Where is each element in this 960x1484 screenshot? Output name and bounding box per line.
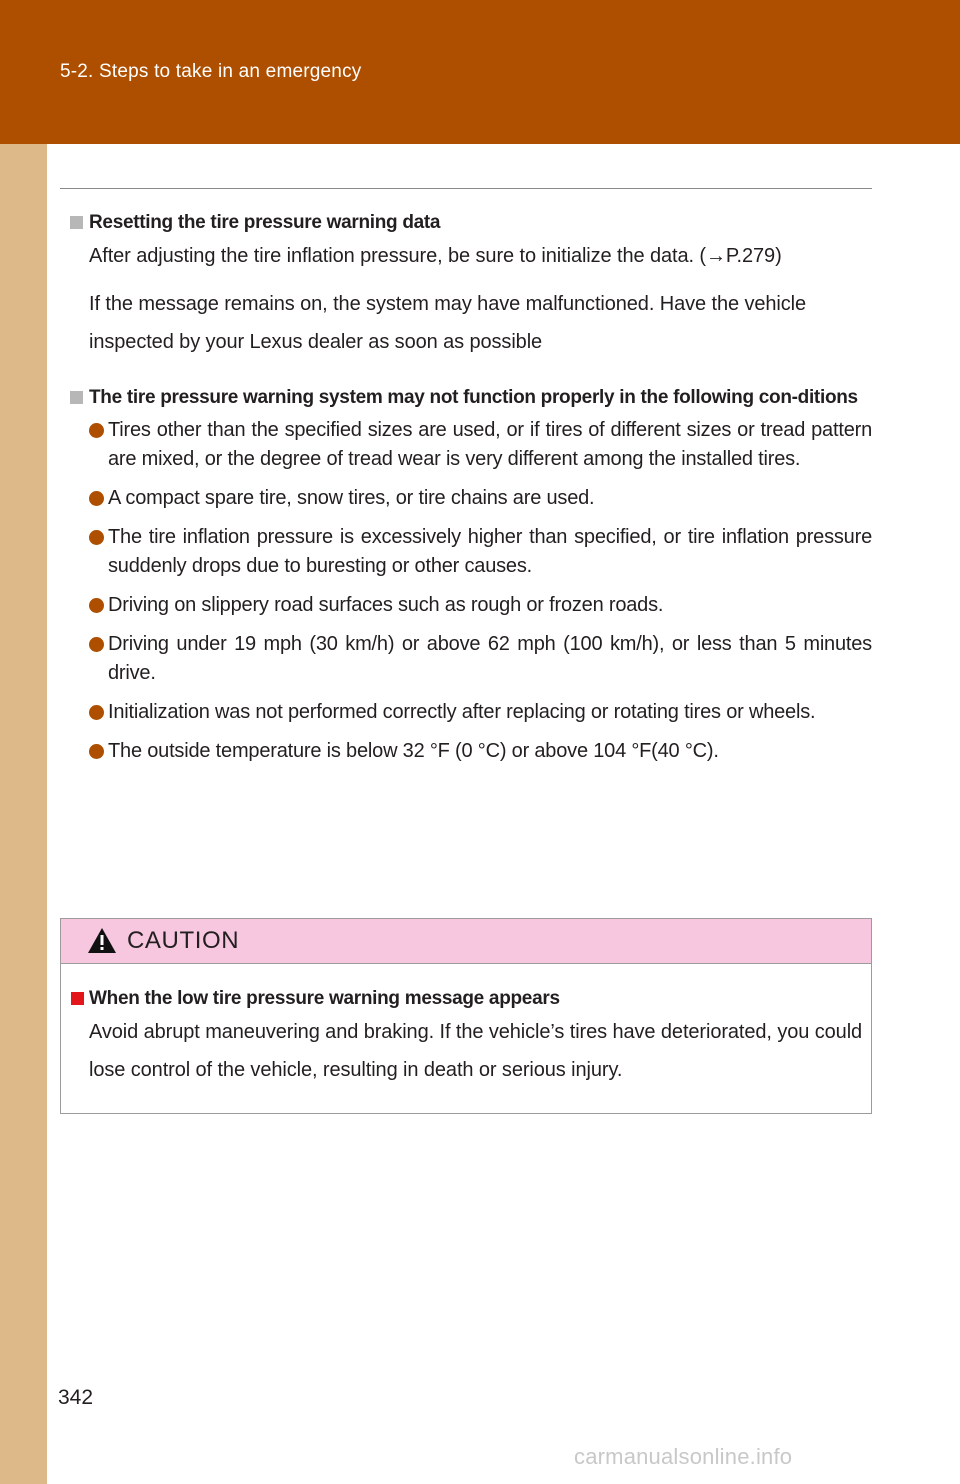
section-heading-text: Resetting the tire pressure warning data [89, 212, 441, 233]
circle-bullet-icon [89, 598, 104, 613]
divider [60, 188, 872, 189]
section-resetting [60, 208, 872, 361]
caution-text: Avoid abrupt maneuvering and braking. If the vehicle’s tires have deteriorated, you could lose control of the vehicle, resulting in death or serious injury. [89, 1021, 863, 1081]
section-conditions [60, 383, 872, 766]
circle-bullet-icon [89, 423, 104, 438]
warning-triangle-icon [87, 927, 117, 954]
paragraph: If the message remains on, the system may have malfunctioned. Have the vehicle inspected by your Lexus dealer as soon as possible [89, 293, 807, 353]
circle-bullet-icon [89, 744, 104, 759]
list-item: Driving on slippery road surfaces such as rough or frozen roads. [89, 591, 872, 620]
square-bullet-icon [71, 992, 84, 1005]
square-bullet-icon [70, 216, 83, 229]
circle-bullet-icon [89, 637, 104, 652]
header-band [0, 0, 960, 144]
main-content [60, 208, 872, 788]
caution-box [60, 918, 872, 1114]
list-item: The tire inflation pressure is excessively higher than specified, or tire inflation pressure suddenly drops due to buresting or other causes. [89, 523, 872, 581]
page-number: 342 [58, 1386, 94, 1409]
caution-label: CAUTION [127, 927, 240, 954]
circle-bullet-icon [89, 491, 104, 506]
section-heading-text: The tire pressure warning system may not function properly in the following con-ditions [89, 387, 858, 408]
list-item: Driving under 19 mph (30 km/h) or above 62 mph (100 km/h), or less than 5 minutes drive. [89, 630, 872, 688]
caution-heading [61, 984, 871, 1013]
circle-bullet-icon [89, 705, 104, 720]
section-heading [60, 383, 872, 412]
caution-body [61, 964, 871, 1089]
condition-list [60, 416, 872, 766]
watermark: carmanualsonline.info [574, 1444, 793, 1469]
caution-header [61, 919, 871, 964]
square-bullet-icon [70, 391, 83, 404]
section-title: 5-2. Steps to take in an emergency [60, 61, 362, 82]
paragraph: After adjusting the tire inflation pressure, be sure to initialize the data. (→P.279) [89, 245, 782, 267]
side-strip [0, 0, 47, 1484]
list-item: A compact spare tire, snow tires, or tire chains are used. [89, 484, 872, 513]
list-item: The outside temperature is below 32 °F (0 °C) or above 104 °F(40 °C). [89, 737, 872, 766]
section-heading [60, 208, 872, 237]
list-item: Tires other than the specified sizes are used, or if tires of different sizes or tread pattern are mixed, or the degree of tread wear is very different among the installed tires. [89, 416, 872, 474]
list-item: Initialization was not performed correctly after replacing or rotating tires or wheels. [89, 698, 872, 727]
circle-bullet-icon [89, 530, 104, 545]
caution-heading-text: When the low tire pressure warning message appears [89, 988, 560, 1009]
